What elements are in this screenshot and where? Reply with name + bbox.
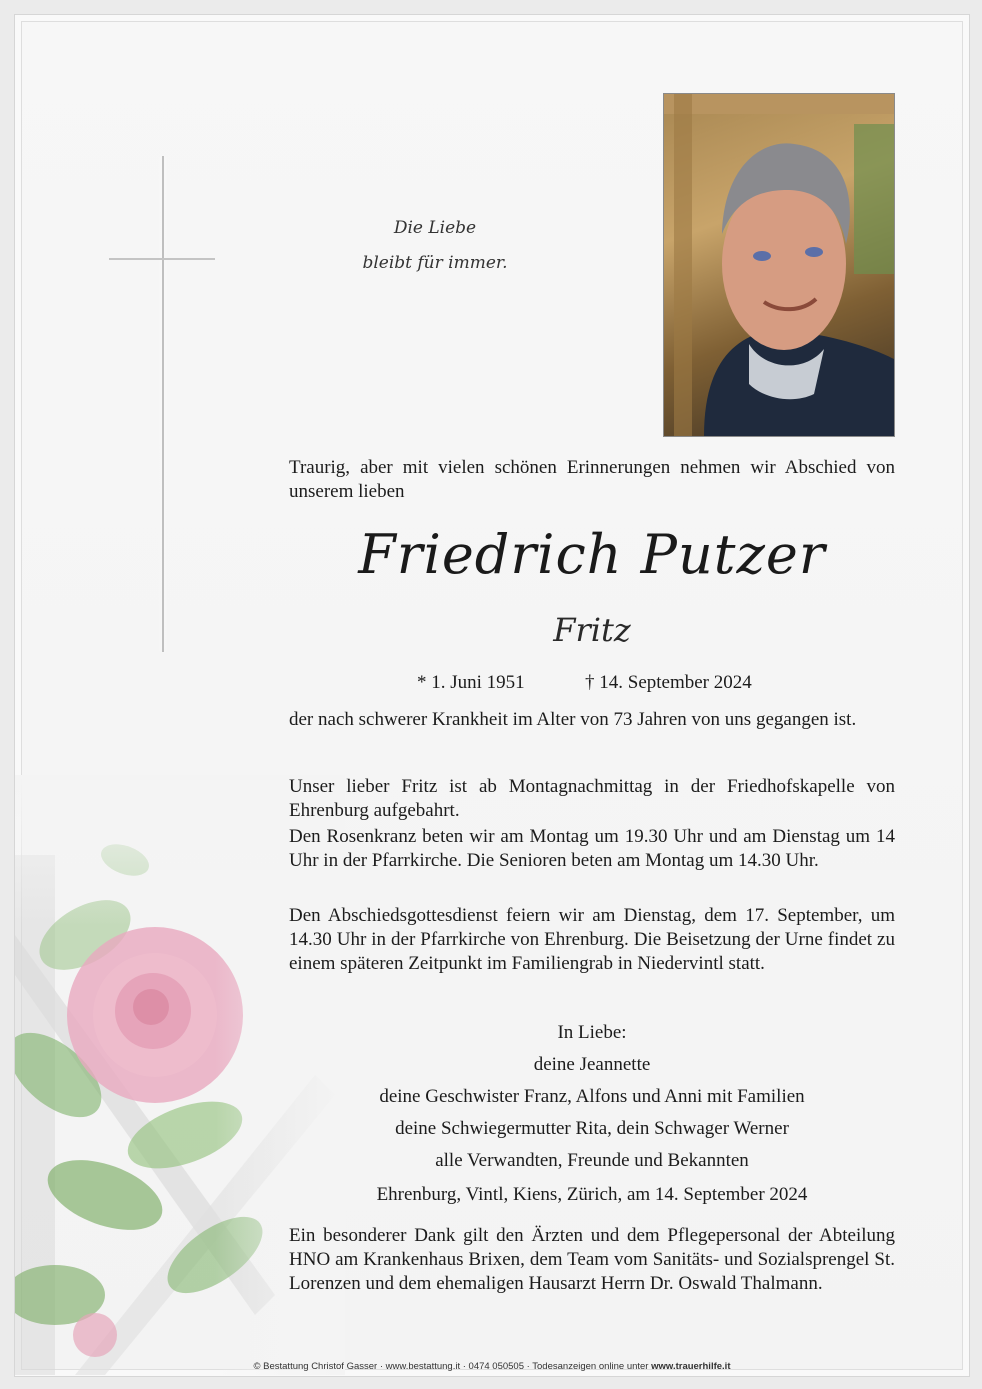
footer-text: © Bestattung Christof Gasser · www.bestattung.it · 0474 050505 · Todesanzeigen online unter xyxy=(253,1361,652,1372)
obituary-page xyxy=(14,14,970,1377)
footer-link[interactable]: www.trauerhilfe.it xyxy=(651,1361,731,1372)
quote xyxy=(335,211,535,281)
mourner-line: deine Geschwister Franz, Alfons und Anni mit Familien xyxy=(379,1086,805,1107)
deceased-name: Friedrich Putzer xyxy=(358,523,826,586)
paragraph-4: Den Abschiedsgottesdienst feiern wir am Dienstag, dem 17. September, um 14.30 Uhr in der Pfarrkirche von Ehrenburg. Die Beisetzung der Urne findet zu einem späteren Zeitpunkt im Familiengrab in Niedervintl statt. xyxy=(289,905,895,974)
place-date: Ehrenburg, Vintl, Kiens, Zürich, am 14. September 2024 xyxy=(376,1184,808,1205)
footer xyxy=(15,1361,969,1372)
birth-date: * 1. Juni 1951 xyxy=(417,672,525,693)
death-date: † 14. September 2024 xyxy=(585,672,752,693)
cross-icon xyxy=(162,156,164,652)
paragraph-1: der nach schwerer Krankheit im Alter von 73 Jahren von uns gegangen ist. xyxy=(289,709,857,730)
quote-line-2: bleibt für immer. xyxy=(362,253,508,273)
paragraph-3: Den Rosenkranz beten wir am Montag um 19.30 Uhr und am Dienstag um 14 Uhr in der Pfarrkirche. Die Senioren beten am Montag um 14.30 Uhr. xyxy=(289,826,895,871)
quote-line-1: Die Liebe xyxy=(393,218,477,238)
paragraph-2: Unser lieber Fritz ist ab Montagnachmittag in der Friedhofskapelle von Ehrenburg aufgebahrt. xyxy=(289,776,895,821)
intro-text: Traurig, aber mit vielen schönen Erinnerungen nehmen wir Abschied von unserem lieben xyxy=(289,457,895,502)
nickname: Fritz xyxy=(553,611,631,649)
mourner-line: deine Jeannette xyxy=(533,1054,651,1075)
mourner-line: alle Verwandten, Freunde und Bekannten xyxy=(435,1150,749,1171)
thanks-text: Ein besonderer Dank gilt den Ärzten und dem Pflegepersonal der Abteilung HNO am Krankenhaus Brixen, dem Team vom Sanitäts- und Sozialsprengel St. Lorenzen und dem ehemaligen Hausarzt Herrn Dr. Oswald Thalmann. xyxy=(289,1225,895,1294)
mourner-line: deine Schwiegermutter Rita, dein Schwager Werner xyxy=(395,1118,789,1139)
mourner-line: In Liebe: xyxy=(557,1022,627,1043)
cross-icon-bar xyxy=(109,258,215,260)
mourners-list xyxy=(289,1017,895,1177)
portrait-photo xyxy=(663,93,895,437)
